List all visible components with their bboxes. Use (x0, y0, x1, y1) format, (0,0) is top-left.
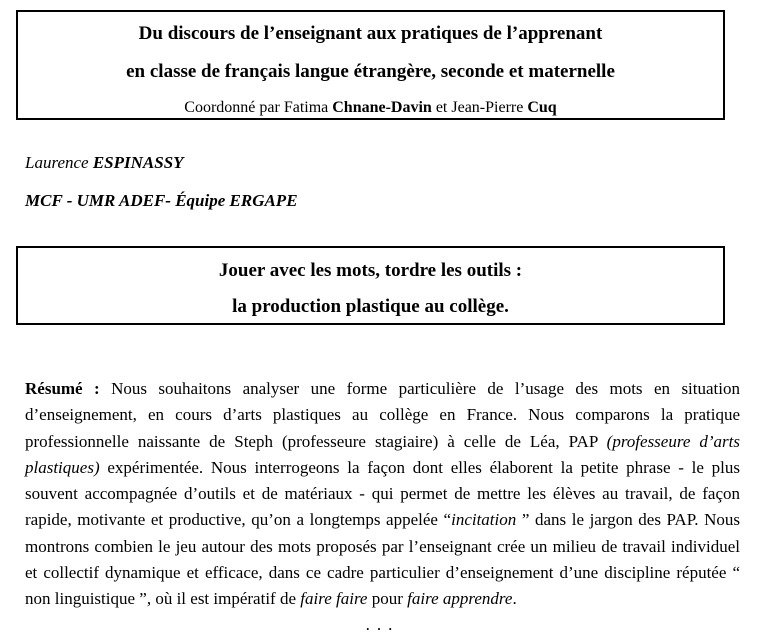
text-segment: Chnane-Davin (332, 99, 432, 116)
text-segment: MCF - UMR ADEF- Équipe ERGAPE (25, 191, 298, 210)
text-segment: expérimentée. Nous interrogeons la façon dont elles élaborent la petite phrase - le plus souvent accompagnée d’outils et de matériaux - qui permet de mettre les élèves au travail, de façon rapide, motivante et productive, qu’on a longtemps appelée “ (25, 457, 740, 530)
author-block (25, 150, 298, 214)
author-name (25, 150, 298, 176)
text-segment: Nous souhaitons analyser une forme particulière de l’usage des mots en situation d’enseignement, en cours d’arts plastiques au collège en France. Nous comparons la pratique professionnelle naissante de Steph (professeure stagiaire) à celle de Léa, PAP (25, 379, 740, 451)
coordination-header-box (16, 10, 725, 120)
text-segment: faire faire (300, 589, 368, 609)
text-segment: Laurence (25, 153, 93, 172)
text-segment: et Jean-Pierre (431, 99, 528, 116)
text-segment: Coordonné par Fatima (184, 99, 333, 116)
text-segment: pour (367, 589, 408, 609)
volume-title-line-1: Du discours de l’enseignant aux pratiques de l’apprenant (138, 23, 603, 44)
ellipsis-separator: ... (365, 615, 400, 634)
abstract-paragraph (25, 376, 740, 613)
article-title-box (16, 246, 725, 325)
coordination-line (18, 98, 723, 117)
text-segment: faire apprendre (407, 589, 513, 609)
text-segment: Cuq (527, 99, 557, 116)
article-title-line-1: Jouer avec les mots, tordre les outils : (218, 260, 523, 281)
text-segment: ESPINASSY (92, 153, 184, 172)
author-affiliation (25, 188, 298, 214)
text-segment: Résumé : (25, 379, 112, 398)
text-segment: incitation (451, 510, 517, 530)
text-segment: (professeure d’arts plastiques) (25, 431, 740, 477)
volume-title-line-2: en classe de français langue étrangère, seconde et maternelle (126, 61, 615, 82)
text-segment: ” dans le jargon des PAP. Nous montrons combien le jeu autour des mots proposés par l’enseignant crée un milieu de travail individuel et collectif dynamique et efficace, dans ce cadre particulier d’enseignement d’une discipline réputée “ non linguistique ”, où il est impératif de (25, 510, 740, 609)
text-segment: . (512, 589, 517, 609)
article-title-line-2: la production plastique au collège. (232, 296, 509, 317)
